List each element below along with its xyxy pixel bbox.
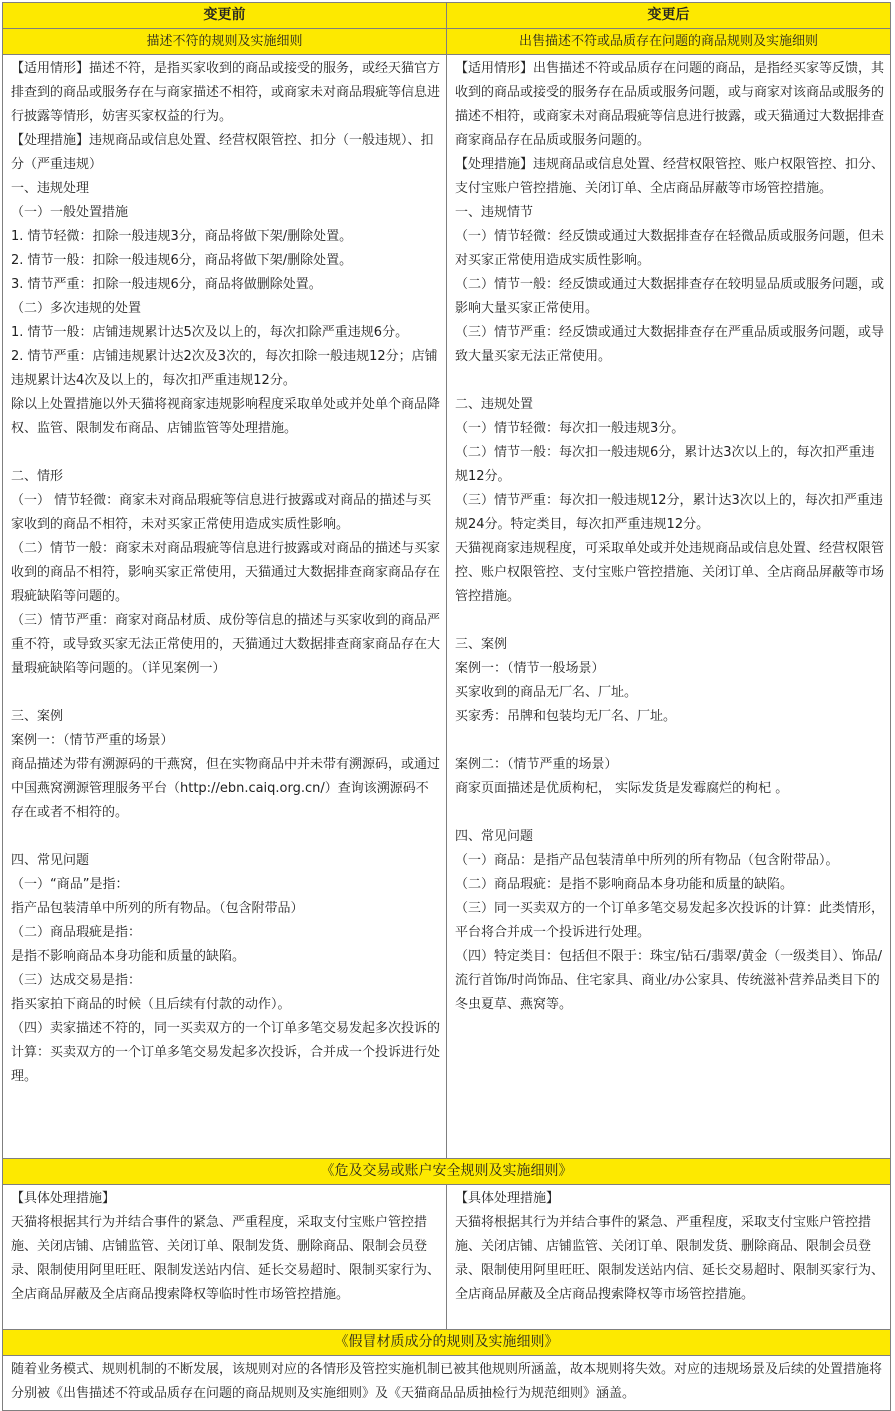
text-line: 除以上处置措施以外天猫将视商家违规影响程度采取单处或并处单个商品降权、监管、限制发布商品、店铺监管等处理措施。 <box>11 397 441 436</box>
rule3-content: 随着业务模式、规则机制的不断发展，该规则对应的各情形及管控实施机制已被其他规则所涵盖，故本规则将失效。对应的违规场景及后续的处置措施将分别被《出售描述不符或品质存在问题的商品规则及实施细则》及《天猫商品品质抽检行为规范细则》涵盖。 <box>3 1356 891 1411</box>
rule2-before-content <box>3 1185 447 1330</box>
text-line: 商品描述为带有溯源码的干燕窝，但在实物商品中并未带有溯源码，或通过中国燕窝溯源管理服务平台（http://ebn.caiq.org.cn/）查询该溯源码不存在或者不相符的。 <box>11 757 441 820</box>
text-line: 四、常见问题 <box>455 829 534 844</box>
text-line: 天猫将根据其行为并结合事件的紧急、严重程度，采取支付宝账户管控措施、关闭店铺、店铺监管、关闭订单、限制发货、删除商品、限制会员登录、限制使用阿里旺旺、限制发送站内信、延长交易超时、限制买家行为、全店商品屏蔽及全店商品搜索降权等临时性市场管控措施。 <box>11 1215 441 1302</box>
text-line <box>455 729 884 753</box>
rule2-after-content <box>447 1185 891 1330</box>
rule1-after-title: 出售描述不符或品质存在问题的商品规则及实施细则 <box>447 29 891 55</box>
header-after: 变更后 <box>447 3 891 29</box>
text-line: 【处理措施】违规商品或信息处置、经营权限管控、账户权限管控、扣分、支付宝账户管控措施、关闭订单、全店商品屏蔽等市场管控措施。 <box>455 157 885 196</box>
text-line <box>11 825 440 849</box>
rule1-title-row <box>3 29 891 55</box>
text-line: 案例一：（情节一般场景） <box>455 661 605 676</box>
text-line: （一）“商品”是指： <box>11 877 129 892</box>
text-line: 三、案例 <box>11 709 64 724</box>
rule2-title-row <box>3 1159 891 1185</box>
comparison-table <box>2 2 891 1411</box>
text-line: （三）情节严重：商家对商品材质、成份等信息的描述与买家收到的商品严重不符，或导致买家无法正常使用的，天猫通过大数据排查商家商品存在大量瑕疵缺陷等问题的。（详见案例一） <box>11 613 441 676</box>
text-line: 四、常见问题 <box>11 853 90 868</box>
rule1-body-row <box>3 55 891 1159</box>
text-line: 案例二：（情节严重的场景） <box>455 757 618 772</box>
text-line: 1. 情节轻微：扣除一般违规3分，商品将做下架/删除处置。 <box>11 229 353 244</box>
text-line: （一） 情节轻微：商家未对商品瑕疵等信息进行披露或对商品的描述与买家收到的商品不相符，未对买家正常使用造成实质性影响。 <box>11 493 432 532</box>
text-line: 二、情形 <box>11 469 64 484</box>
text-line: 是指不影响商品本身功能和质量的缺陷。 <box>11 949 246 964</box>
text-line: （四）特定类目：包括但不限于：珠宝/钻石/翡翠/黄金（一级类目）、饰品/流行首饰/时尚饰品、住宅家具、商业/办公家具、传统滋补营养品类目下的冬虫夏草、燕窝等。 <box>455 949 883 1012</box>
text-line: 2. 情节一般：扣除一般违规6分，商品将做下架/删除处置。 <box>11 253 353 268</box>
text-line: （二）商品瑕疵：是指不影响商品本身功能和质量的缺陷。 <box>455 877 794 892</box>
text-line <box>455 609 884 633</box>
text-line: 2. 情节严重：店铺违规累计达2次及3次的，每次扣除一般违规12分；店铺违规累计达4次及以上的，每次扣严重违规12分。 <box>11 349 438 388</box>
text-line <box>455 369 884 393</box>
text-line: （二）商品瑕疵是指： <box>11 925 142 940</box>
rule1-after-content <box>447 55 891 1159</box>
rule3-body-row <box>3 1356 891 1411</box>
text-line: （三）情节严重：经反馈或通过大数据排查存在严重品质或服务问题，或导致大量买家无法正常使用。 <box>455 325 885 364</box>
text-line: 1. 情节一般：店铺违规累计达5次及以上的，每次扣除严重违规6分。 <box>11 325 409 340</box>
header-before: 变更前 <box>3 3 447 29</box>
text-line: （四）卖家描述不符的，同一买卖双方的一个订单多笔交易发起多次投诉的计算：买卖双方的一个订单多笔交易发起多次投诉，合并成一个投诉进行处理。 <box>11 1021 441 1084</box>
text-line <box>11 441 440 465</box>
text-line: 指买家拍下商品的时候（且后续有付款的动作）。 <box>11 997 291 1012</box>
rule1-before-title: 描述不符的规则及实施细则 <box>3 29 447 55</box>
text-line: 买家收到的商品无厂名、厂址。 <box>455 685 638 700</box>
text-line: 【具体处理措施】 <box>11 1191 116 1206</box>
text-line: 买家秀：吊牌和包装均无厂名、厂址。 <box>455 709 677 724</box>
text-line: （二）多次违规的处置 <box>11 301 142 316</box>
text-line: 【处理措施】违规商品或信息处置、经营权限管控、扣分（一般违规）、扣分（严重违规） <box>11 133 434 172</box>
text-line: 【适用情形】出售描述不符或品质存在问题的商品，是指经买家等反馈，其收到的商品或接受的服务存在品质或服务问题，或与商家对该商品或服务的描述不相符，或商家未对商品瑕疵等信息进行披露，或天猫通过大数据排查商家商品存在品质或服务问题的。 <box>455 61 885 148</box>
text-line: 二、违规处置 <box>455 397 534 412</box>
text-line: 商家页面描述是优质枸杞， 实际发货是发霉腐烂的枸杞 。 <box>455 781 789 796</box>
text-line: （一）商品：是指产品包装清单中所列的所有物品（包含附带品）。 <box>455 853 839 868</box>
text-line: （一）情节轻微：经反馈或通过大数据排查存在轻微品质或服务问题，但未对买家正常使用造成实质性影响。 <box>455 229 885 268</box>
text-line: （二）情节一般：每次扣一般违规6分，累计达3次以上的，每次扣严重违规12分。 <box>455 445 875 484</box>
text-line: 案例一：（情节严重的场景） <box>11 733 174 748</box>
text-line: 一、违规处理 <box>11 181 90 196</box>
text-line: （二）情节一般：经反馈或通过大数据排查存在较明显品质或服务问题，或影响大量买家正常使用。 <box>455 277 885 316</box>
text-line: （一）一般处置措施 <box>11 205 129 220</box>
comparison-table-wrapper <box>2 2 890 1411</box>
text-line: （二）情节一般：商家未对商品瑕疵等信息进行披露或对商品的描述与买家收到的商品不相符，影响买家正常使用，天猫通过大数据排查商家商品存在瑕疵缺陷等问题的。 <box>11 541 441 604</box>
rule3-title: 《假冒材质成分的规则及实施细则》 <box>3 1330 891 1356</box>
text-line: 一、违规情节 <box>455 205 534 220</box>
text-line: 天猫视商家违规程度，可采取单处或并处违规商品或信息处置、经营权限管控、账户权限管控、支付宝账户管控措施、关闭订单、全店商品屏蔽等市场管控措施。 <box>455 541 885 604</box>
rule3-title-row <box>3 1330 891 1356</box>
text-line: （一）情节轻微：每次扣一般违规3分。 <box>455 421 685 436</box>
text-line: （三）同一买卖双方的一个订单多笔交易发起多次投诉的计算：此类情形，平台将合并成一个投诉进行处理。 <box>455 901 885 940</box>
text-line: 【具体处理措施】 <box>455 1191 560 1206</box>
text-line: 3. 情节严重：扣除一般违规6分，商品将做删除处置。 <box>11 277 322 292</box>
text-line: （三）达成交易是指： <box>11 973 142 988</box>
text-line: 指产品包装清单中所列的所有物品。（包含附带品） <box>11 901 304 916</box>
header-row <box>3 3 891 29</box>
rule2-body-row <box>3 1185 891 1330</box>
text-line: 【适用情形】描述不符，是指买家收到的商品或接受的服务，或经天猫官方排查到的商品或服务存在与商家描述不相符，或商家未对商品瑕疵等信息进行披露等情形，妨害买家权益的行为。 <box>11 61 441 124</box>
text-line: （三）情节严重：每次扣一般违规12分，累计达3次以上的，每次扣严重违规24分。特定类目，每次扣严重违规12分。 <box>455 493 883 532</box>
rule1-before-content <box>3 55 447 1159</box>
rule2-title: 《危及交易或账户安全规则及实施细则》 <box>3 1159 891 1185</box>
text-line <box>11 681 440 705</box>
text-line <box>455 801 884 825</box>
text-line: 天猫将根据其行为并结合事件的紧急、严重程度，采取支付宝账户管控措施、关闭店铺、店铺监管、关闭订单、限制发货、删除商品、限制会员登录、限制使用阿里旺旺、限制发送站内信、延长交易超时、限制买家行为、全店商品屏蔽及全店商品搜索降权等市场管控措施。 <box>455 1215 885 1302</box>
text-line: 三、案例 <box>455 637 508 652</box>
